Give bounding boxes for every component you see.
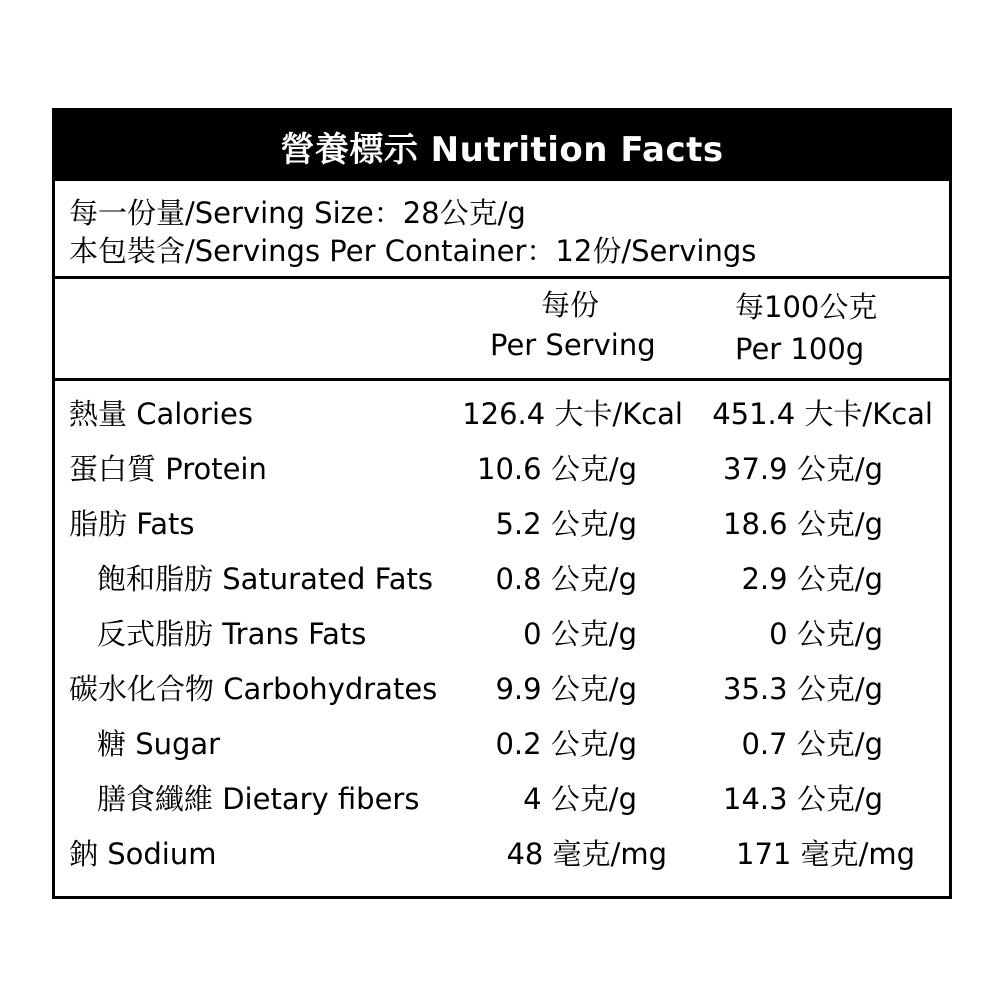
per-100g-value: 0 公克/g — [769, 617, 883, 651]
per-100g-value: 14.3 公克/g — [723, 782, 883, 816]
per-serving-value: 4 公克/g — [523, 782, 637, 816]
label-title: 營養標示 Nutrition Facts — [55, 111, 949, 181]
nutrient-name: 碳水化合物 Carbohydrates — [69, 672, 438, 706]
per-100g-value: 0.7 公克/g — [741, 727, 883, 761]
per-100g-value: 2.9 公克/g — [741, 562, 883, 596]
nutrient-row-dietary-fibers — [55, 779, 949, 819]
nutrient-row-sodium — [55, 834, 949, 874]
per-serving-header-en: Per Serving — [490, 328, 656, 362]
nutrient-name: 脂肪 Fats — [69, 507, 195, 541]
nutrient-row-sugar — [55, 724, 949, 764]
per-serving-value: 0.2 公克/g — [495, 727, 637, 761]
nutrient-name: 蛋白質 Protein — [69, 452, 267, 486]
nutrient-row-protein — [55, 449, 949, 489]
per-100g-header-en: Per 100g — [735, 332, 865, 366]
per-serving-value: 0 公克/g — [523, 617, 637, 651]
nutrient-name: 熱量 Calories — [69, 397, 253, 431]
nutrient-name: 糖 Sugar — [97, 727, 221, 761]
serving-size: 每一份量/Serving Size：28公克/g — [69, 196, 526, 230]
per-serving-value: 126.4 大卡/Kcal — [462, 397, 683, 431]
per-100g-value: 37.9 公克/g — [723, 452, 883, 486]
column-headers — [55, 279, 949, 381]
nutrient-row-trans-fats — [55, 614, 949, 654]
nutrition-facts-label — [52, 108, 952, 899]
per-serving-header-zh: 每份 — [541, 288, 600, 322]
nutrient-row-saturated-fats — [55, 559, 949, 599]
servings-per-container: 本包裝含/Servings Per Container：12份/Servings — [69, 234, 757, 268]
per-100g-value: 171 毫克/mg — [736, 837, 915, 871]
per-serving-value: 10.6 公克/g — [477, 452, 637, 486]
per-serving-value: 48 毫克/mg — [506, 837, 667, 871]
serving-info — [55, 181, 949, 279]
per-100g-value: 451.4 大卡/Kcal — [712, 397, 933, 431]
nutrient-name: 鈉 Sodium — [69, 837, 217, 871]
nutrient-name: 反式脂肪 Trans Fats — [97, 617, 367, 651]
per-100g-value: 35.3 公克/g — [723, 672, 883, 706]
nutrient-row-fats — [55, 504, 949, 544]
nutrient-row-calories — [55, 394, 949, 434]
per-serving-value: 9.9 公克/g — [495, 672, 637, 706]
per-100g-value: 18.6 公克/g — [723, 507, 883, 541]
nutrient-name: 飽和脂肪 Saturated Fats — [97, 562, 433, 596]
nutrient-row-carbohydrates — [55, 669, 949, 709]
per-serving-value: 5.2 公克/g — [495, 507, 637, 541]
per-serving-value: 0.8 公克/g — [495, 562, 637, 596]
nutrient-name: 膳食纖維 Dietary fibers — [97, 782, 420, 816]
per-100g-header-zh: 每100公克 — [735, 290, 878, 324]
